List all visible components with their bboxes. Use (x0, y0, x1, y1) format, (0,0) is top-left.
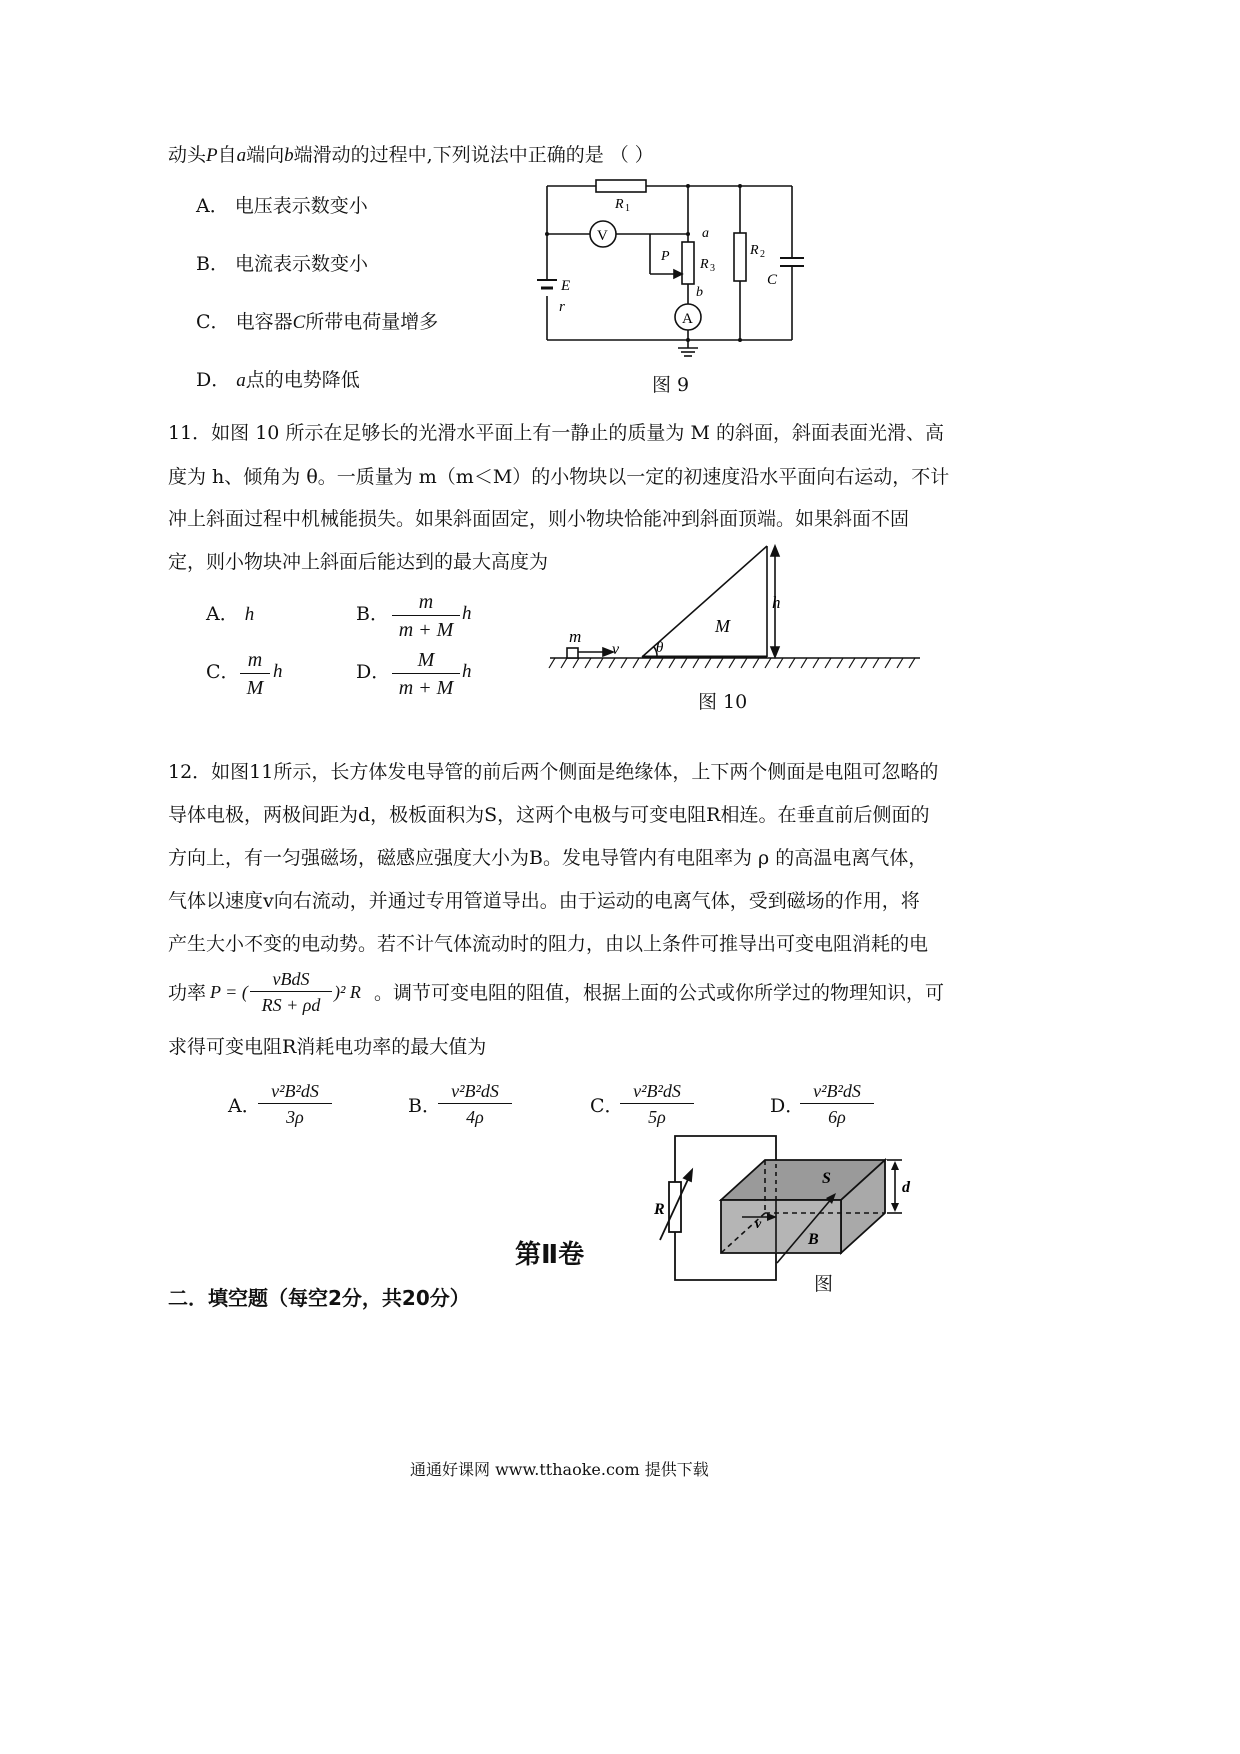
svg-text:r: r (559, 299, 565, 315)
q11-option-c-letter: C． (206, 661, 240, 683)
resistor-r2 (734, 233, 746, 281)
q12-option-d-letter: D． (770, 1095, 805, 1117)
svg-text:m: m (569, 627, 582, 646)
q11-option-b-fraction: $\frac{m}{m + M}$ (392, 592, 460, 640)
q12-option-d-fraction: $\frac{\text{v²B²dS}}{6\rho}$ (800, 1082, 874, 1126)
figure-9-caption: 图 9 (652, 374, 690, 396)
q12-line-1: 12．如图11所示，长方体发电导管的前后两个侧面是绝缘体，上下两个侧面是电阻可忽略的 (168, 761, 939, 783)
q10-option-b: B． 电流表示数变小 (196, 253, 369, 275)
q11-line-4: 定，则小物块冲上斜面后能达到的最大高度为 (168, 551, 549, 573)
svg-text:E: E (561, 278, 571, 294)
q12-line-4: 气体以速度v向右流动，并通过专用管道导出。由于运动的电离气体，受到磁场的作用，将 (168, 890, 920, 912)
svg-text:v: v (612, 641, 620, 658)
q12-option-b-letter: B． (408, 1095, 441, 1117)
q12-line-6-prefix: 功率 (168, 982, 207, 1004)
svg-text:a: a (702, 226, 709, 241)
q12-formula-fraction: vBdS RS + ρd (250, 970, 332, 1014)
svg-text:C: C (767, 272, 778, 288)
resistor-r3 (682, 242, 694, 284)
question-10-stem-tail: 动头P自a端向b端滑动的过程中,下列说法中正确的是 （ ） (168, 144, 654, 166)
footer-watermark: 通通好课网 www.tthaoke.com 提供下载 (410, 1460, 709, 1479)
svg-text:B: B (808, 1231, 819, 1248)
svg-text:P: P (661, 249, 670, 264)
q11-line-1: 11．如图 10 所示在足够长的光滑水平面上有一静止的质量为 M 的斜面，斜面表面光滑、高 (168, 422, 944, 444)
svg-text:b: b (696, 285, 703, 300)
q11-option-d-fraction: $\frac{M}{m + M}$ (392, 650, 460, 698)
svg-text:1: 1 (625, 203, 630, 214)
svg-text:2: 2 (760, 249, 765, 260)
figure-10-caption: 图 10 (698, 691, 748, 713)
svg-text:R: R (700, 257, 709, 272)
q12-formula-tail: )² R (334, 982, 361, 1002)
q12-option-a-fraction: $\frac{\text{v²B²dS}}{3\rho}$ (258, 1082, 332, 1126)
q11-option-b-letter: B． (356, 603, 389, 625)
q11-option-d-letter: D． (356, 661, 391, 683)
svg-text:R: R (615, 197, 624, 212)
q12-option-b-fraction: $\frac{\text{v²B²dS}}{4\rho}$ (438, 1082, 512, 1126)
svg-text:3: 3 (710, 263, 715, 274)
svg-text:M: M (715, 616, 730, 636)
svg-text:R: R (654, 1201, 665, 1218)
q10-option-d: D． a点的电势降低 (196, 369, 360, 391)
q12-line-3: 方向上，有一匀强磁场，磁感应强度大小为B。发电导管内有电阻率为 ρ 的高温电离气体， (168, 847, 928, 869)
svg-text:d: d (902, 1179, 910, 1196)
svg-text:h: h (772, 593, 781, 612)
small-block-m (567, 648, 578, 658)
fill-in-heading: 二．填空题（每空2分，共20分） (168, 1286, 470, 1310)
q12-option-c-fraction: $\frac{\text{v²B²dS}}{5\rho}$ (620, 1082, 694, 1126)
svg-text:θ: θ (656, 640, 664, 656)
q12-option-c-letter: C． (590, 1095, 624, 1117)
q12-line-2: 导体电极，两极间距为d，极板面积为S，这两个电极与可变电阻R相连。在垂直前后侧面的 (168, 804, 930, 826)
voltmeter-label: V (597, 228, 608, 244)
q10-option-c: C． 电容器C所带电荷量增多 (196, 311, 439, 333)
svg-text:v: v (755, 1217, 762, 1232)
figure-10-incline (545, 540, 925, 680)
figure-11-generator-duct (640, 1130, 920, 1290)
q11-line-2: 度为 h、倾角为 θ。一质量为 m（m＜M）的小物块以一定的初速度沿水平面向右运动，不计 (168, 466, 950, 488)
svg-text:R: R (750, 243, 759, 258)
svg-text:S: S (822, 1170, 831, 1187)
figure-11-caption: 图 (814, 1273, 834, 1295)
ammeter-label: A (682, 311, 693, 327)
q12-line-6-suffix: 。调节可变电阻的阻值，根据上面的公式或你所学过的物理知识，可 (374, 982, 945, 1004)
q11-option-b-tail: h (462, 603, 472, 624)
q12-line-5: 产生大小不变的电动势。若不计气体流动时的阻力，由以上条件可推导出可变电阻消耗的电 (168, 933, 929, 955)
resistor-r1 (596, 180, 646, 192)
q11-option-a: A． h (206, 603, 255, 625)
section-title: 第Ⅱ卷 (515, 1240, 585, 1270)
q11-option-c-fraction: $\frac{m}{M}$ (240, 650, 270, 698)
q10-option-a: A． 电压表示数变小 (196, 195, 368, 217)
q11-option-d-tail: h (462, 661, 472, 682)
q11-line-3: 冲上斜面过程中机械能损失。如果斜面固定，则小物块恰能冲到斜面顶端。如果斜面不固 (168, 508, 910, 530)
figure-9-circuit (530, 170, 820, 360)
q12-option-a-letter: A． (228, 1095, 261, 1117)
q12-line-7: 求得可变电阻R消耗电功率的最大值为 (168, 1036, 487, 1058)
q12-formula-lhs: P = ( (210, 982, 248, 1002)
q11-option-c-tail: h (273, 661, 283, 682)
